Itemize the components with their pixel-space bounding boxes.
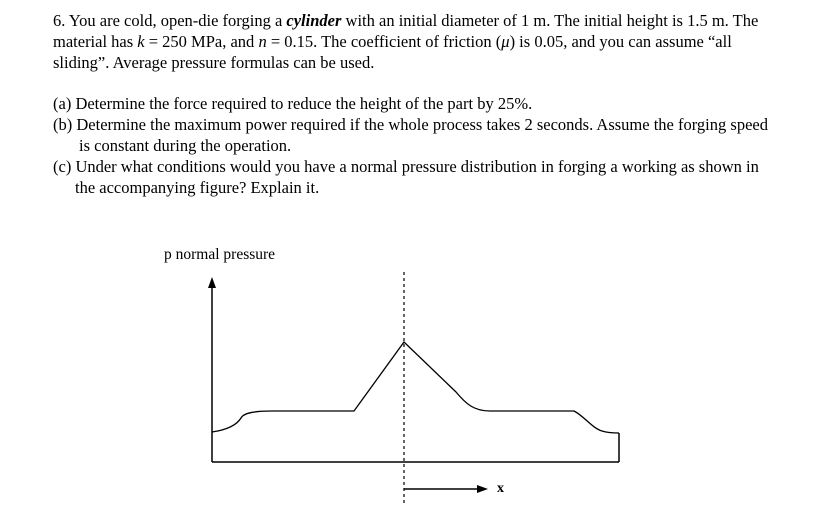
intro-text-1: 6. You are cold, open-die forging a <box>53 11 287 30</box>
intro-symbol-k: k <box>137 32 145 51</box>
part-b: (b) Determine the maximum power required if the whole process takes 2 seconds. Assume the forging speed is constant during the operation. <box>53 115 768 155</box>
intro-text-3: = 250 MPa, and <box>144 32 259 51</box>
pressure-curve <box>212 342 619 433</box>
figure-y-label: p normal pressure <box>164 246 276 263</box>
part-a: (a) Determine the force required to reduce the height of the part by 25%. <box>53 94 533 113</box>
intro-text-5: ) is 0.05, and you can assume “all sliding”. Average pressure formulas can be used. <box>53 32 732 72</box>
x-direction-arrowhead <box>477 485 488 493</box>
intro-text-4: = 0.15. The coefficient of friction ( <box>266 32 502 51</box>
figure-x-label: x <box>497 481 504 496</box>
part-c: (c) Under what conditions would you have a normal pressure distribution in forging a working as shown in the accompanying figure? Explain it. <box>53 157 759 197</box>
intro-emphasis-cylinder: cylinder <box>286 11 342 30</box>
intro-text-2: with an initial diameter of 1 m. The initial height is 1.5 m. The material has <box>53 11 759 51</box>
intro-symbol-n: n <box>258 32 267 51</box>
figure-y-axis-arrowhead <box>208 277 216 288</box>
intro-symbol-mu: μ <box>501 32 510 51</box>
